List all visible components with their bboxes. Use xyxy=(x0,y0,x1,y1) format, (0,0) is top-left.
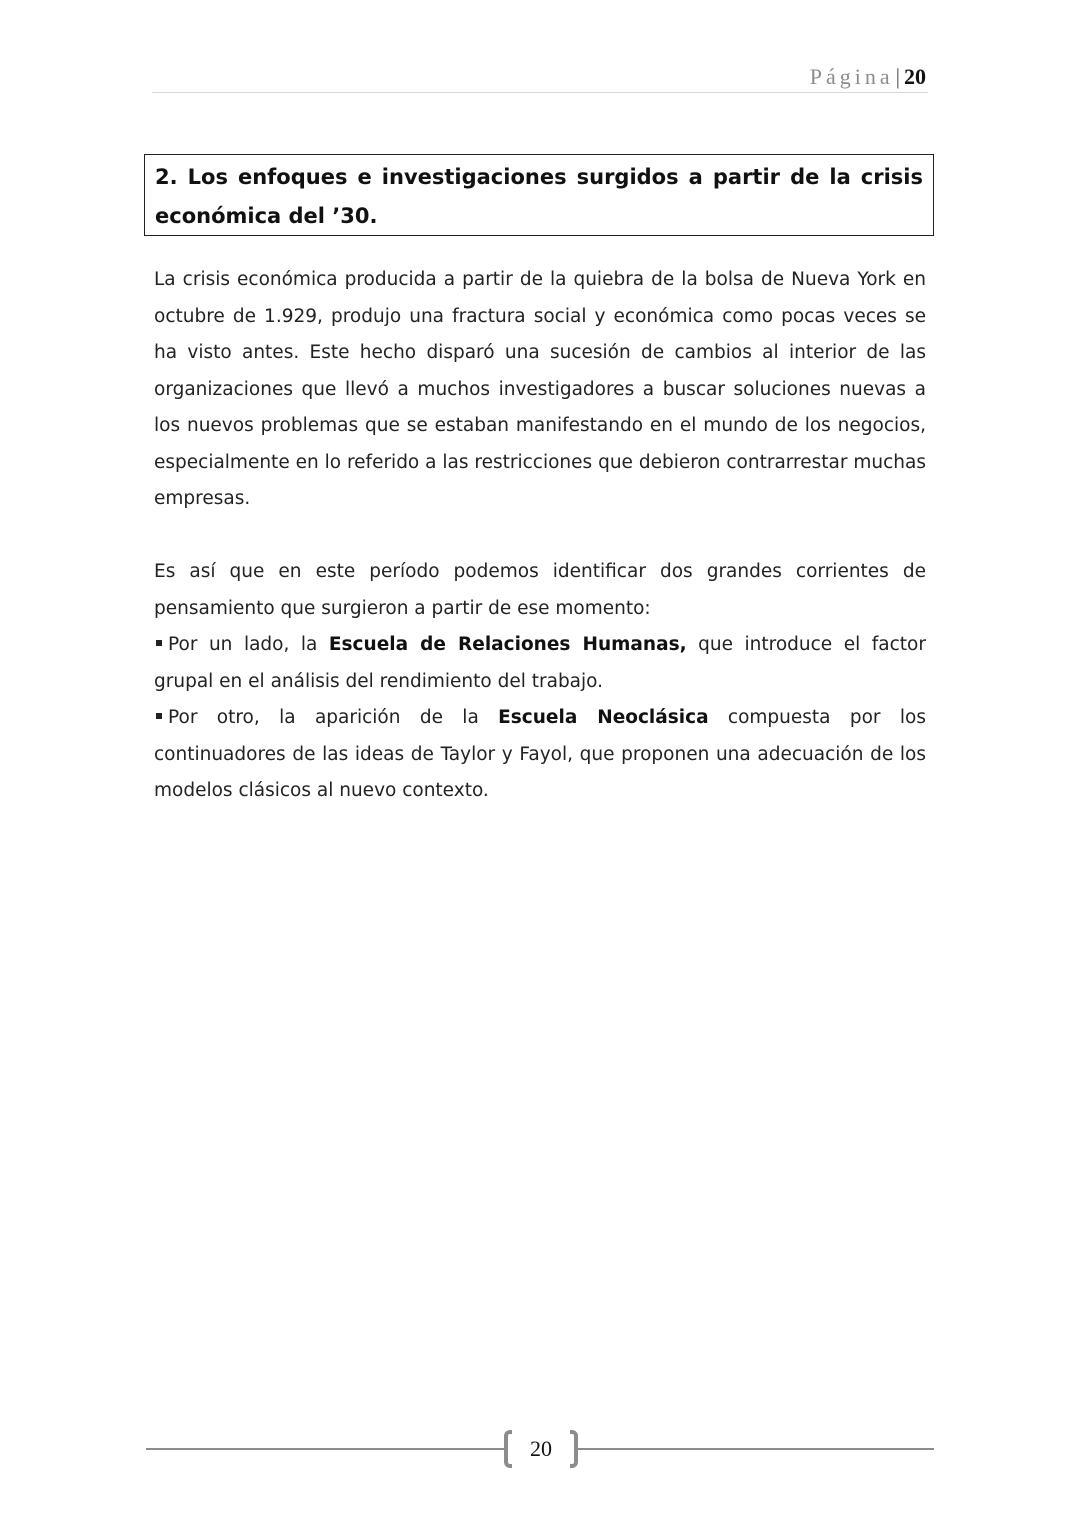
left-brace-icon xyxy=(504,1430,512,1468)
body-text xyxy=(154,262,926,810)
bullet-item-neoclasica: Por otro, la aparición de la Escuela Neoclásica compuesta por los continuadores de las ideas de Taylor y Fayol, que proponen una adecuación de los modelos clásicos al nuevo contexto. xyxy=(154,707,926,801)
paragraph-crisis: La crisis económica producida a partir de la quiebra de la bolsa de Nueva York en octubre de 1.929, produjo una fractura social y económica como pocas veces se ha visto antes. Este hecho disparó una sucesión de cambios al interior de las organizaciones que llevó a muchos investigadores a buscar soluciones nuevas a los nuevos problemas que se estaban manifestando en el mundo de los negocios, especialmente en lo referido a las restricciones que debieron contrarrestar muchas empresas. xyxy=(154,269,926,509)
section-heading: 2. Los enfoques e investigaciones surgidos a partir de la crisis económica del ’30. xyxy=(155,165,923,228)
bold-term: Escuela Neoclásica xyxy=(498,707,709,728)
paragraph-spacer xyxy=(154,518,926,555)
paragraph-intro-schools: Es así que en este período podemos identificar dos grandes corrientes de pensamiento que surgieron a partir de ese momento: xyxy=(154,561,926,619)
footer-rule-left xyxy=(146,1448,506,1450)
page-header xyxy=(152,62,928,93)
bullet-square-icon xyxy=(156,713,162,719)
bold-term: Escuela de Relaciones Humanas, xyxy=(328,634,687,655)
header-page-label xyxy=(810,64,926,90)
header-label: Página xyxy=(809,64,894,89)
header-separator: | xyxy=(895,64,900,89)
header-page-number: 20 xyxy=(904,64,926,89)
bullet-square-icon xyxy=(156,640,162,646)
right-brace-icon xyxy=(570,1430,578,1468)
section-heading-box xyxy=(144,154,934,236)
bullet-item-relaciones-humanas: Por un lado, la Escuela de Relaciones Humanas, que introduce el factor grupal en el análisis del rendimiento del trabajo. xyxy=(154,634,926,692)
footer-page-number: 20 xyxy=(530,1436,552,1461)
footer-rule-right xyxy=(578,1448,934,1450)
